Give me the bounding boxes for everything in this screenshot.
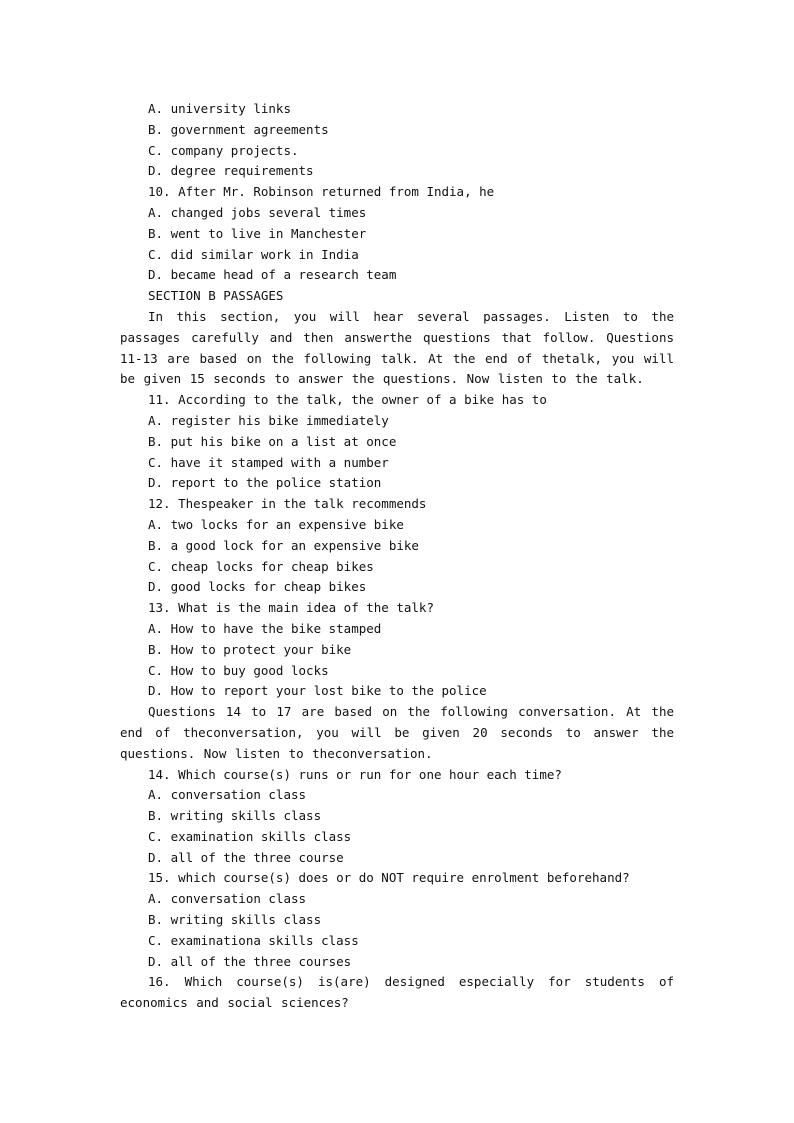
- text-line: D. report to the police station: [148, 475, 382, 491]
- text-line: A. register his bike immediately: [148, 412, 389, 428]
- text-line: 12. Thespeaker in the talk recommends: [148, 496, 427, 512]
- paragraph: Questions 14 to 17 are based on the following conversation. At the end of theconversation, you will be given 20 seconds to answer the questions. Now listen to theconversation.: [120, 704, 674, 761]
- text-line: A. university links: [148, 101, 291, 116]
- text-line: D. good locks for cheap bikes: [148, 579, 367, 595]
- text-line: A. How to have the bike stamped: [148, 620, 382, 636]
- text-line: 15. which course(s) does or do NOT require enrolment beforehand?: [148, 870, 630, 886]
- text-line: 10. After Mr. Robinson returned from India, he: [148, 184, 495, 200]
- text-line: D. became head of a research team: [148, 267, 397, 283]
- text-line: B. writing skills class: [148, 912, 322, 928]
- text-line: 13. What is the main idea of the talk?: [148, 600, 434, 616]
- text-line: A. two locks for an expensive bike: [148, 516, 404, 532]
- text-line: A. conversation class: [148, 787, 307, 803]
- text-line: D. all of the three courses: [148, 953, 352, 969]
- text-line: C. cheap locks for cheap bikes: [148, 558, 374, 574]
- text-line: SECTION B PASSAGES: [148, 288, 284, 304]
- text-line: A. changed jobs several times: [148, 204, 367, 220]
- text-line: 14. Which course(s) runs or run for one hour each time?: [148, 766, 562, 782]
- text-line: D. degree requirements: [148, 163, 314, 179]
- text-line: A. conversation class: [148, 891, 307, 907]
- text-line: C. have it stamped with a number: [148, 454, 389, 470]
- paragraph: In this section, you will hear several passages. Listen to the passages carefully and then answerthe questions that follow. Questions 11-13 are based on the following talk. At the end of thetalk, you will be given 15 seconds to answer the questions. Now listen to the talk.: [120, 308, 674, 387]
- text-line: 11. According to the talk, the owner of a bike has to: [148, 392, 547, 408]
- text-line: B. put his bike on a list at once: [148, 433, 397, 449]
- text-line: C. examinationa skills class: [148, 932, 359, 948]
- text-line: B. How to protect your bike: [148, 641, 352, 657]
- text-line: D. all of the three course: [148, 849, 344, 865]
- text-line: C. company projects.: [148, 142, 299, 158]
- document-page: [120, 99, 674, 1014]
- text-line: B. went to live in Manchester: [148, 225, 367, 241]
- text-line: D. How to report your lost bike to the police: [148, 683, 487, 699]
- text-line: B. government agreements: [148, 121, 329, 137]
- text-line: C. did similar work in India: [148, 246, 359, 262]
- text-line: B. a good lock for an expensive bike: [148, 537, 419, 553]
- text-line: B. writing skills class: [148, 808, 322, 824]
- text-line: C. examination skills class: [148, 828, 352, 844]
- paragraph: 16. Which course(s) is(are) designed especially for students of economics and social sciences?: [120, 974, 674, 1011]
- text-line: C. How to buy good locks: [148, 662, 329, 678]
